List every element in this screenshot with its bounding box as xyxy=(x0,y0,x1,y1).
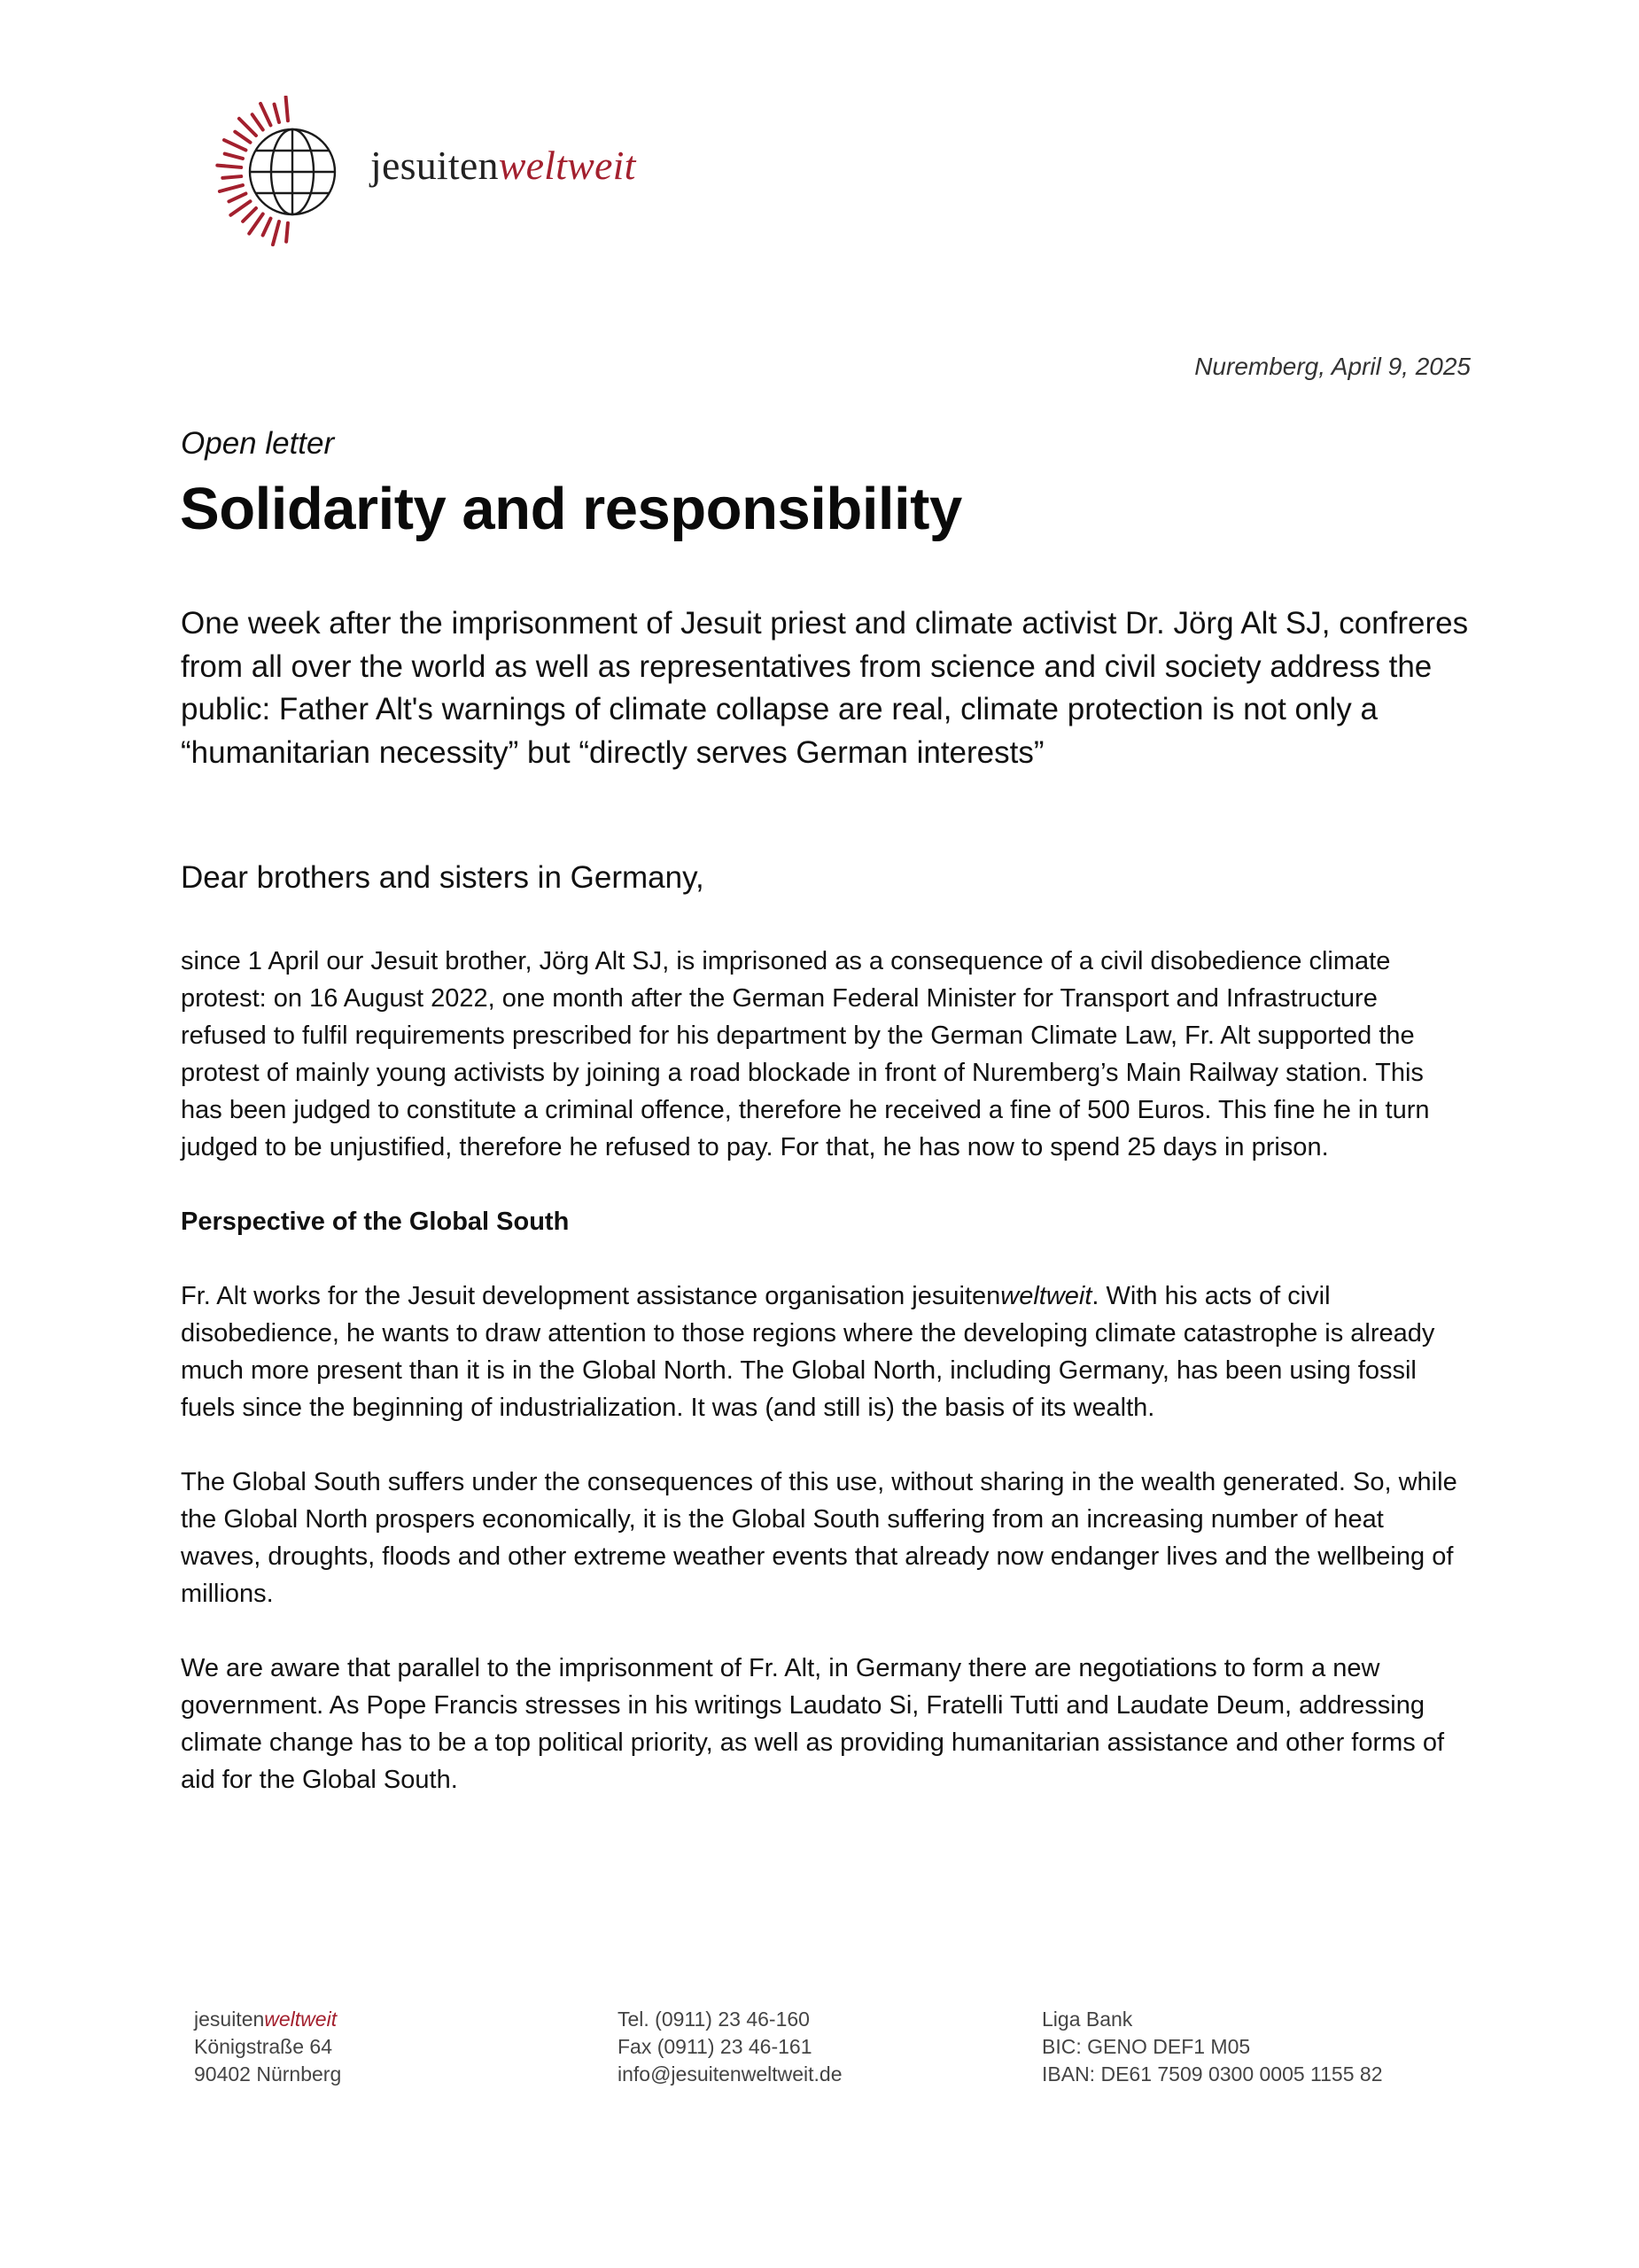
logo-ray xyxy=(243,208,256,221)
logo-ray xyxy=(217,166,241,167)
footer-bic: BIC: GENO DEF1 M05 xyxy=(1042,2035,1251,2058)
paragraph-text: Fr. Alt works for the Jesuit development assistance organisation jesuiten xyxy=(181,1282,1001,1310)
footer-tel: Tel. (0911) 23 46-160 xyxy=(618,2008,810,2031)
letter-date: Nuremberg, April 9, 2025 xyxy=(1194,353,1471,380)
logo-ray xyxy=(273,221,279,245)
logo-ray xyxy=(224,140,245,150)
logo-ray xyxy=(230,201,250,214)
logo-ray xyxy=(252,114,263,129)
footer-iban: IBAN: DE61 7509 0300 0005 1155 82 xyxy=(1042,2062,1383,2085)
body-paragraph: since 1 April our Jesuit brother, Jörg Alt SJ, is imprisoned as a consequence of a civil disobedience climate protest: on 16 August 2022, one month after the German Federal Minister for Transport and Infrastructure refused to fulfil requirements prescribed for his department by the German Climate Law, Fr. Alt supported the protest of mainly young activists by joining a road blockade in front of Nuremberg’s Main Railway station. This has been judged to constitute a criminal offence, therefore he received a fine of 500 Euros. This fine he in turn judged to be unjustified, therefore he refused to pay. For that, he has now to spend 25 days in prison. xyxy=(181,947,1430,1161)
organisation-name-suffix: weltweit xyxy=(1000,1282,1092,1310)
brand-suffix: weltweit xyxy=(498,143,636,188)
footer-org-name xyxy=(194,2006,341,2033)
jesuiten-weltweit-logo xyxy=(206,96,347,251)
logo-ray xyxy=(235,132,250,143)
footer-bank xyxy=(1042,2006,1383,2088)
logo-ray xyxy=(220,185,243,191)
footer-org-prefix: jesuiten xyxy=(194,2008,265,2031)
footer-email: info@jesuitenweltweit.de xyxy=(618,2062,843,2085)
letter-body xyxy=(181,943,1470,1836)
logo-ray xyxy=(263,219,271,236)
brand-prefix: jesuiten xyxy=(370,143,499,188)
letter-lead: One week after the imprisonment of Jesuit priest and climate activist Dr. Jörg Alt SJ, confreres from all over the world as well as representatives from science and civil society address the public: Father Alt's warnings of climate collapse are real, climate protection is not only a “humanitarian necessity” but “directly serves German interests” xyxy=(181,606,1469,770)
body-paragraph: We are aware that parallel to the imprisonment of Fr. Alt, in Germany there are negotiations to form a new government. As Pope Francis stresses in his writings Laudato Si, Fratelli Tutti and Laudate Deum, addressing climate change has to be a top political priority, as well as providing humanitarian assistance and other forms of aid for the Global South. xyxy=(181,1654,1445,1794)
logo-ray xyxy=(239,119,256,136)
footer-city: 90402 Nürnberg xyxy=(194,2062,342,2085)
logo-ray xyxy=(286,97,288,120)
logo-ray xyxy=(260,104,270,125)
body-paragraph: The Global South suffers under the consequences of this use, without sharing in the wealth generated. So, while the Global North prospers economically, it is the Global South suffering from an increasing number of heat waves, droughts, floods and other extreme weather events that already now endanger lives and the wellbeing of millions. xyxy=(181,1468,1457,1608)
brand-wordmark xyxy=(370,142,636,189)
logo-ray xyxy=(249,214,262,234)
salutation: Dear brothers and sisters in Germany, xyxy=(181,860,704,895)
footer-street: Königstraße 64 xyxy=(194,2035,332,2058)
logo-ray xyxy=(222,176,241,178)
footer-org-suffix: weltweit xyxy=(264,2008,338,2031)
letter-title: Solidarity and responsibility xyxy=(180,476,962,542)
logo-ray xyxy=(229,194,245,202)
logo-ray xyxy=(275,105,279,122)
paragraph-text: . With his acts of civil disobedience, he wants to draw attention to those regions where the developing climate catastrophe is already much more present than it is in the Global North. The Global North, including Germany, has been using fossil fuels since the beginning of industrialization. It was (and still is) the basis of its wealth. xyxy=(181,1282,1435,1422)
footer-address xyxy=(194,2006,341,2088)
letter-kicker: Open letter xyxy=(181,426,335,461)
section-heading: Perspective of the Global South xyxy=(181,1208,570,1236)
footer-contact xyxy=(618,2006,842,2088)
footer-fax: Fax (0911) 23 46-161 xyxy=(618,2035,812,2058)
logo-ray xyxy=(225,154,243,159)
footer-bank-name: Liga Bank xyxy=(1042,2008,1133,2031)
body-paragraph xyxy=(181,1278,1470,1426)
logo-ray xyxy=(286,223,288,242)
